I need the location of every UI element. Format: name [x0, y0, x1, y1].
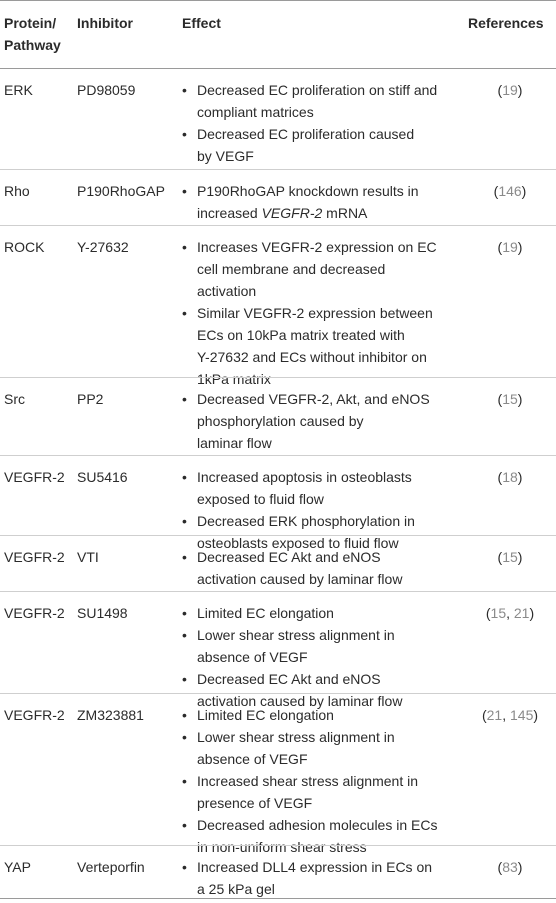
- protein-cell: ROCK: [4, 239, 45, 255]
- header-protein-line1: Protein/: [4, 15, 57, 31]
- inhibitor-cell: PP2: [77, 391, 104, 407]
- effect-item: • Similar VEGFR-2 expression between ECs on 10kPa matrix treated with Y-27632 and ECs without inhibitor on 1kPa matrix: [182, 302, 458, 390]
- table-top-rule: [0, 0, 556, 1]
- reference-cell: (146): [493, 183, 527, 199]
- effect-item: • Increased apoptosis in osteoblasts exposed to fluid flow: [182, 466, 458, 510]
- effect-item: • Limited EC elongation: [182, 602, 458, 624]
- inhibitor-cell: Y-27632: [77, 239, 129, 255]
- effect-item: • Lower shear stress alignment in absence of VEGF: [182, 726, 458, 770]
- table-row: [0, 845, 556, 899]
- reference-link[interactable]: 18: [502, 469, 518, 485]
- table-row: [0, 69, 556, 169]
- protein-cell: VEGFR-2: [4, 549, 65, 565]
- reference-cell: (19): [497, 82, 523, 98]
- protein-cell: YAP: [4, 859, 31, 875]
- reference-cell: (15): [497, 549, 523, 565]
- protein-cell: VEGFR-2: [4, 469, 65, 485]
- effect-item: • Limited EC elongation: [182, 704, 458, 726]
- reference-link[interactable]: 21: [486, 707, 503, 723]
- table-row: [0, 377, 556, 456]
- effect-item: • Decreased ERK phosphorylation in osteoblasts exposed to fluid flow: [182, 510, 458, 554]
- effect-item: • Decreased EC proliferation caused by VEGF: [182, 123, 458, 167]
- table-row: [0, 591, 556, 709]
- table-row: [0, 693, 556, 855]
- effect-item: • Decreased adhesion molecules in ECs in non-uniform shear stress: [182, 814, 458, 858]
- effect-list: [182, 180, 458, 224]
- effect-item: • Decreased VEGFR-2, Akt, and eNOS phosphorylation caused by laminar flow: [182, 388, 458, 454]
- effect-list: [182, 546, 458, 590]
- table-row: [0, 169, 556, 226]
- inhibitor-cell: SU1498: [77, 605, 128, 621]
- reference-link[interactable]: 83: [502, 859, 518, 875]
- effect-list: [182, 704, 458, 858]
- reference-link[interactable]: 146: [498, 183, 522, 199]
- protein-cell: Rho: [4, 183, 30, 199]
- effect-item: • Lower shear stress alignment in absence of VEGF: [182, 624, 458, 668]
- effect-item: • Decreased EC proliferation on stiff and compliant matrices: [182, 79, 458, 123]
- inhibitor-cell: ZM323881: [77, 707, 144, 723]
- reference-link[interactable]: 19: [502, 239, 518, 255]
- header-references: References: [468, 15, 544, 31]
- header-protein-line2: Pathway: [4, 37, 61, 53]
- reference-cell: (83): [497, 859, 523, 875]
- reference-cell: (15): [497, 391, 523, 407]
- reference-link[interactable]: 145: [510, 707, 534, 723]
- effect-list: [182, 236, 458, 390]
- effect-list: [182, 79, 458, 167]
- table-row: [0, 225, 556, 387]
- inhibitor-cell: Verteporfin: [77, 859, 145, 875]
- table-row: [0, 535, 556, 592]
- effect-item: • Increases VEGFR-2 expression on EC cell membrane and decreased activation: [182, 236, 458, 302]
- effect-item: • Increased DLL4 expression in ECs on a 25 kPa gel: [182, 856, 458, 900]
- reference-link[interactable]: 15: [502, 391, 518, 407]
- reference-link[interactable]: 21: [513, 605, 530, 621]
- effect-item: • P190RhoGAP knockdown results in increased VEGFR-2 mRNA: [182, 180, 458, 224]
- reference-link[interactable]: 15: [490, 605, 507, 621]
- reference-cell: (19): [497, 239, 523, 255]
- inhibitor-cell: PD98059: [77, 82, 136, 98]
- effect-list: [182, 388, 458, 454]
- reference-cell: (18): [497, 469, 523, 485]
- reference-cell: (15, 21): [485, 605, 535, 621]
- effect-list: [182, 856, 458, 900]
- inhibitor-cell: VTI: [77, 549, 99, 565]
- table-row: [0, 455, 556, 551]
- table-bottom-rule: [0, 898, 556, 899]
- protein-cell: Src: [4, 391, 25, 407]
- reference-cell: (21, 145): [481, 707, 539, 723]
- effect-item: • Increased shear stress alignment in presence of VEGF: [182, 770, 458, 814]
- header-inhibitor: Inhibitor: [77, 15, 133, 31]
- inhibitor-cell: P190RhoGAP: [77, 183, 165, 199]
- effect-item: • Decreased EC Akt and eNOS activation caused by laminar flow: [182, 546, 458, 590]
- protein-cell: VEGFR-2: [4, 605, 65, 621]
- header-effect: Effect: [182, 15, 221, 31]
- protein-cell: VEGFR-2: [4, 707, 65, 723]
- reference-link[interactable]: 19: [502, 82, 518, 98]
- header-protein-pathway: [4, 12, 61, 56]
- reference-link[interactable]: 15: [502, 549, 518, 565]
- effect-item: • Decreased EC Akt and eNOS activation caused by laminar flow: [182, 668, 458, 712]
- inhibitor-cell: SU5416: [77, 469, 128, 485]
- protein-cell: ERK: [4, 82, 33, 98]
